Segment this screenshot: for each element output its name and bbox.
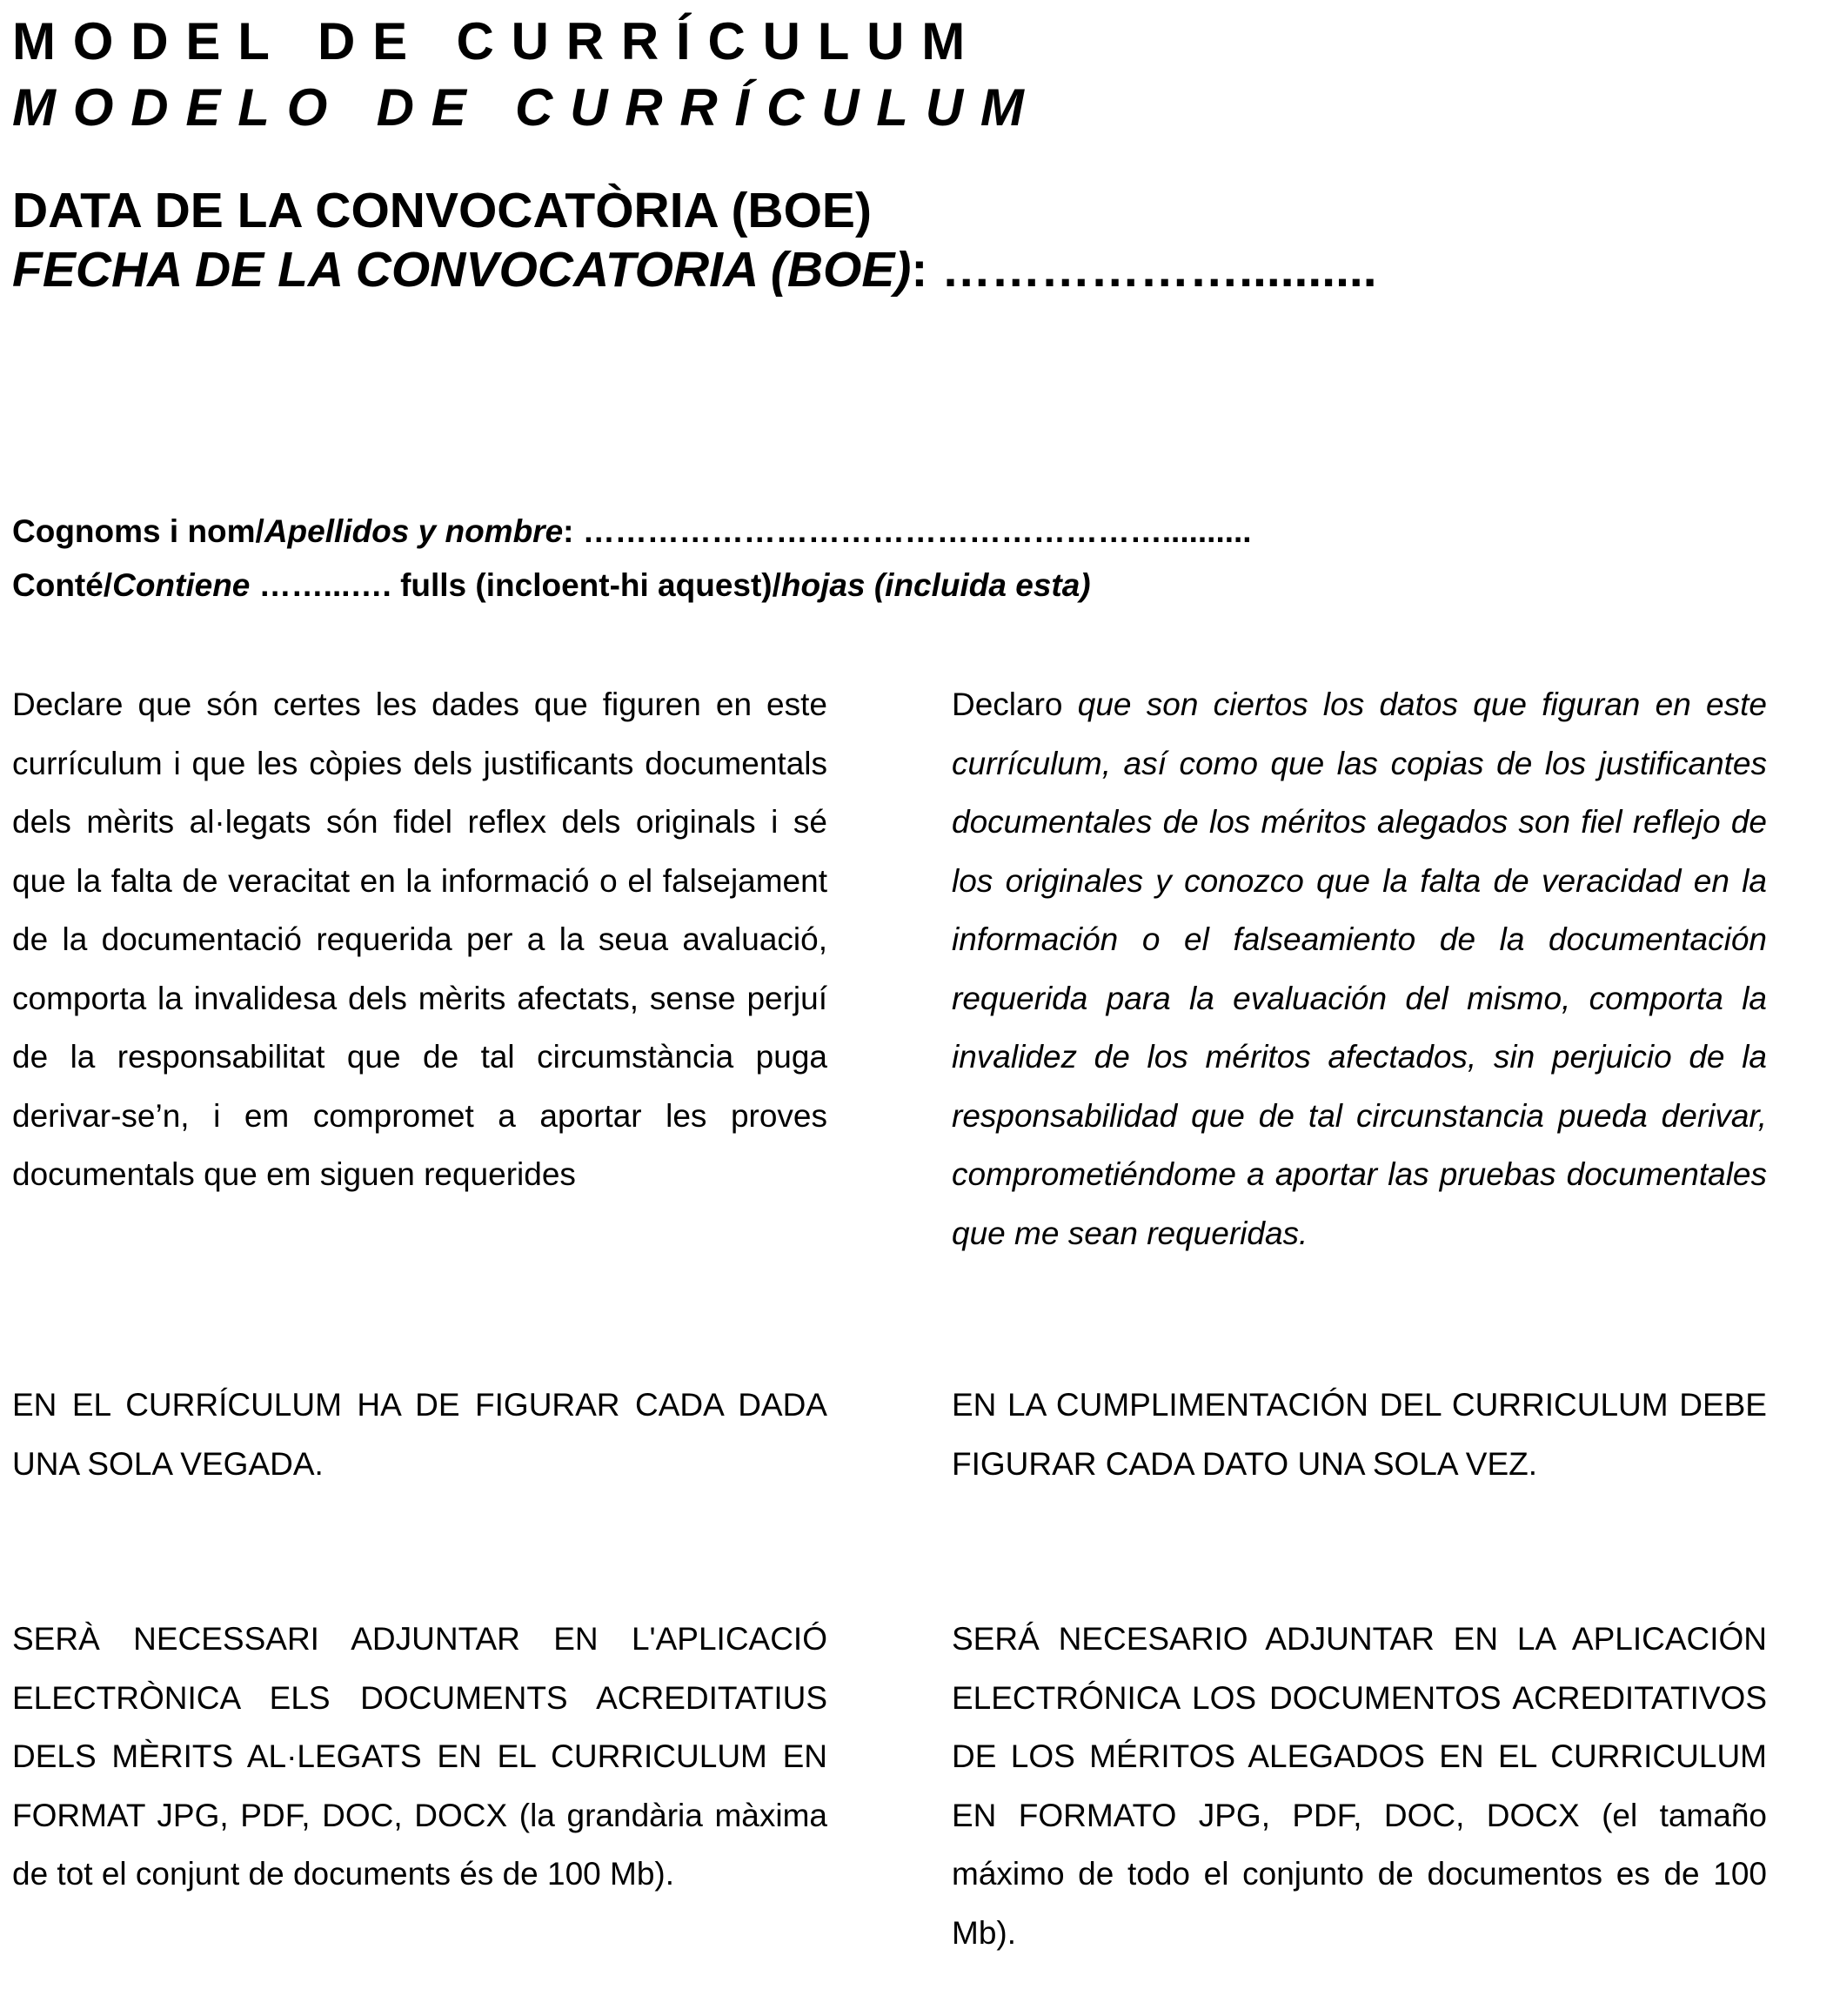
applicant-info bbox=[12, 505, 1252, 613]
model-title bbox=[12, 9, 1041, 141]
convocatoria-heading-catalan: DATA DE LA CONVOCATÒRIA (BOE) bbox=[12, 183, 872, 238]
sheets-field-label-spanish: Contiene bbox=[112, 567, 251, 603]
declaration-spanish bbox=[952, 675, 1767, 1263]
declaration-spanish-first-word: Declaro bbox=[952, 687, 1063, 722]
model-title-catalan: MODEL DE CURRÍCULUM bbox=[12, 12, 983, 70]
name-field-blank: : ……………………………………………….......... bbox=[563, 513, 1252, 549]
name-field-label-spanish: Apellidos y nombre bbox=[264, 513, 564, 549]
convocatoria-heading-spanish-line bbox=[12, 240, 1377, 299]
name-field-label-catalan: Cognoms i nom/ bbox=[12, 513, 264, 549]
convocatoria-heading-spanish: FECHA DE LA CONVOCATORIA (BOE) bbox=[12, 242, 912, 298]
sheets-field-label-catalan: Conté/ bbox=[12, 567, 113, 603]
sheets-field-blank: ……...…. fulls (incloent-hi aquest)/ bbox=[250, 567, 781, 603]
once-notice-spanish: EN LA CUMPLIMENTACIÓN DEL CURRICULUM DEBE FIGURAR CADA DATO UNA SOLA VEZ. bbox=[952, 1387, 1767, 1482]
convocatoria-heading bbox=[12, 181, 1377, 299]
sheets-field bbox=[12, 559, 1252, 613]
attach-notice-catalan: SERÀ NECESSARI ADJUNTAR EN L'APLICACIÓ ELECTRÒNICA ELS DOCUMENTS ACREDITATIUS DELS MÈRITS AL·LEGATS EN EL CURRICULUM EN FORMAT JPG, PDF, DOC, DOCX (la grandària màxima de tot el conjunt de documents és de 100 Mb). bbox=[12, 1621, 827, 1892]
sheets-field-suffix-spanish: hojas (incluida esta) bbox=[780, 567, 1091, 603]
attach-notice-spanish: SERÁ NECESARIO ADJUNTAR EN LA APLICACIÓN ELECTRÓNICA LOS DOCUMENTOS ACREDITATIVOS DE LOS MÉRITOS ALEGADOS EN EL CURRICULUM EN FORMATO JPG, PDF, DOC, DOCX (el tamaño máximo de todo el conjunto de documentos es de 100 Mb). bbox=[952, 1621, 1767, 1951]
declaration-catalan: Declare que són certes les dades que figuren en este currículum i que les còpies dels justificants documentals dels mèrits al·legats són fidel reflex dels originals i sé que la falta de veracitat en la informació o el falsejament de la documentació requerida per a la seua avaluació, comporta la invalidesa dels mèrits afectats, sense perjuí de la responsabilitat que de tal circumstància puga derivar-se’n, i em compromet a aportar les proves documentals que em siguen requerides bbox=[12, 687, 827, 1192]
model-title-spanish: MODELO DE CURRÍCULUM bbox=[12, 78, 1041, 137]
name-field bbox=[12, 505, 1252, 559]
once-notice-catalan: EN EL CURRÍCULUM HA DE FIGURAR CADA DADA UNA SOLA VEGADA. bbox=[12, 1387, 827, 1482]
convocatoria-date-blank: : ……………….......... bbox=[911, 242, 1377, 298]
declaration-spanish-text: que son ciertos los datos que figuran en este currículum, así como que las copias de los justificantes documentales de los méritos alegados son fiel reflejo de los originales y conozco que la falta de veracidad en la información o el falseamiento de la documentación requerida para la evaluación del mismo, comporta la invalidez de los méritos afectados, sin perjuicio de la responsabilidad que de tal circunstancia pueda derivar, comprometiéndome a aportar las pruebas documentales que me sean requeridas. bbox=[952, 687, 1767, 1251]
